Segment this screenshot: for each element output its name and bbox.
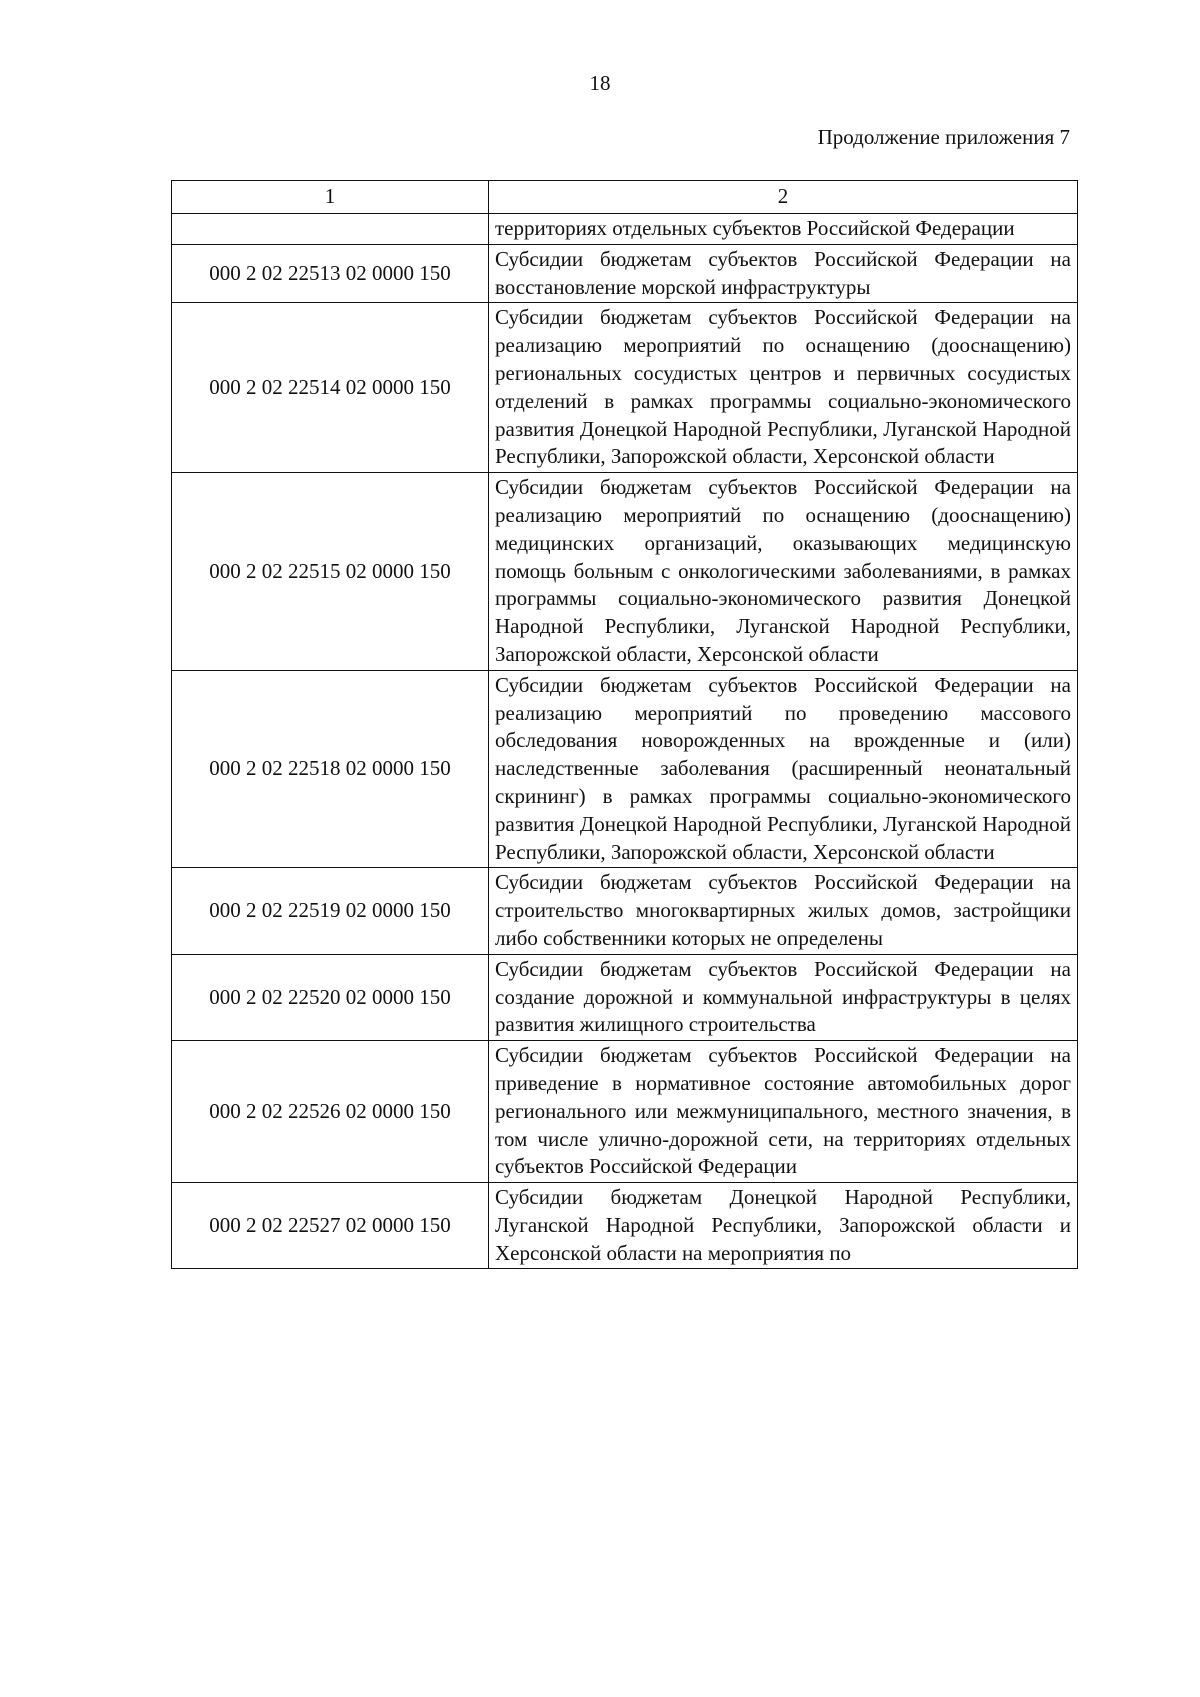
- page-number: 18: [589, 71, 611, 95]
- table-row: [172, 954, 1078, 1040]
- budget-code-cell: [172, 214, 489, 245]
- description-cell: Субсидии бюджетам Донецкой Народной Республики, Луганской Народной Республики, Запорожской области и Херсонской области на мероприятия по: [489, 1183, 1078, 1269]
- table-row: [172, 868, 1078, 954]
- description-cell: Субсидии бюджетам субъектов Российской Федерации на реализацию мероприятий по проведению массового обследования новорожденных на врожденные и (или) наследственные заболевания (расширенный неонатальный скрининг) в рамках программы социально-экономического развития Донецкой Народной Республики, Луганской Народной Республики, Запорожской области, Херсонской области: [489, 670, 1078, 868]
- table-row: [172, 670, 1078, 868]
- table-row: [172, 244, 1078, 303]
- description-cell: Субсидии бюджетам субъектов Российской Федерации на строительство многоквартирных жилых домов, застройщики либо собственники которых не определены: [489, 868, 1078, 954]
- table-row: [172, 1041, 1078, 1183]
- column-header-2: 2: [489, 181, 1078, 214]
- appendix-continuation-label: Продолжение приложения 7: [817, 125, 1070, 149]
- description-cell: Субсидии бюджетам субъектов Российской Федерации на реализацию мероприятий по оснащению (дооснащению) медицинских организаций, оказывающих медицинскую помощь больным с онкологическими заболеваниями, в рамках программы социально-экономического развития Донецкой Народной Республики, Луганской Народной Республики, Запорожской области, Херсонской области: [489, 473, 1078, 671]
- budget-code-cell: 000 2 02 22514 02 0000 150: [172, 303, 489, 473]
- table-row: [172, 214, 1078, 245]
- budget-code-cell: 000 2 02 22513 02 0000 150: [172, 244, 489, 303]
- budget-code-cell: 000 2 02 22526 02 0000 150: [172, 1041, 489, 1183]
- description-cell: Субсидии бюджетам субъектов Российской Федерации на восстановление морской инфраструктуры: [489, 244, 1078, 303]
- budget-code-cell: 000 2 02 22515 02 0000 150: [172, 473, 489, 671]
- table-row: [172, 473, 1078, 671]
- budget-code-cell: 000 2 02 22518 02 0000 150: [172, 670, 489, 868]
- table-row: [172, 1183, 1078, 1269]
- table-header-row: [172, 181, 1078, 214]
- budget-code-cell: 000 2 02 22520 02 0000 150: [172, 954, 489, 1040]
- description-cell: Субсидии бюджетам субъектов Российской Федерации на приведение в нормативное состояние автомобильных дорог регионального или межмуниципального, местного значения, в том числе улично-дорожной сети, на территориях отдельных субъектов Российской Федерации: [489, 1041, 1078, 1183]
- budget-code-cell: 000 2 02 22527 02 0000 150: [172, 1183, 489, 1269]
- description-cell: Субсидии бюджетам субъектов Российской Федерации на реализацию мероприятий по оснащению (дооснащению) региональных сосудистых центров и первичных сосудистых отделений в рамках программы социально-экономического развития Донецкой Народной Республики, Луганской Народной Республики, Запорожской области, Херсонской области: [489, 303, 1078, 473]
- description-cell: территориях отдельных субъектов Российской Федерации: [489, 214, 1078, 245]
- budget-codes-table: [171, 180, 1078, 1269]
- column-header-1: 1: [172, 181, 489, 214]
- table-row: [172, 303, 1078, 473]
- description-cell: Субсидии бюджетам субъектов Российской Федерации на создание дорожной и коммунальной инфраструктуры в целях развития жилищного строительства: [489, 954, 1078, 1040]
- budget-code-cell: 000 2 02 22519 02 0000 150: [172, 868, 489, 954]
